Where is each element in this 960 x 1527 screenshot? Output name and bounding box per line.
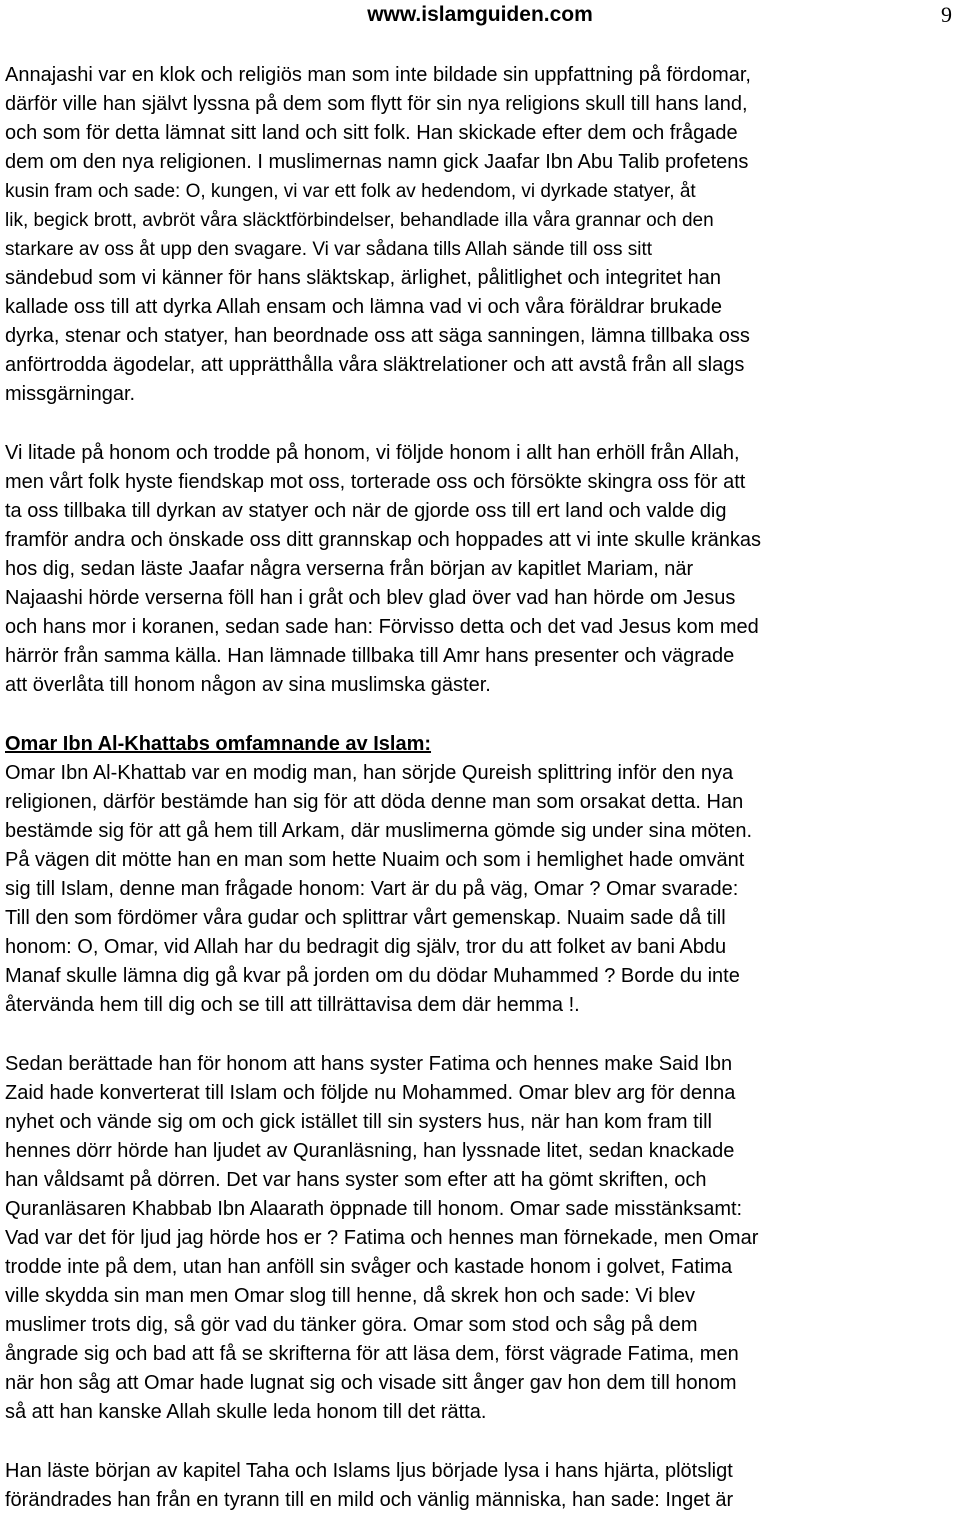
text-line: ta oss tillbaka till dyrkan av statyer och när de gjorde oss till ert land och valde dig (5, 500, 727, 522)
text-line: ville skydda sin man men Omar slog till henne, då skrek hon och sade: Vi blev (5, 1285, 695, 1307)
section-omar (5, 730, 960, 1020)
text-line: och som för detta lämnat sitt land och sitt folk. Han skickade efter dem och frågade (5, 122, 738, 144)
text-line: dyrka, stenar och statyer, han beordnade oss att säga sanningen, lämna tillbaka oss (5, 325, 750, 347)
text-line: lik, begick brott, avbröt våra släcktförbindelser, behandlade illa våra grannar och den (5, 210, 714, 231)
body-text (5, 61, 960, 1515)
text-line: han våldsamt på dörren. Det var hans syster som efter att ha gömt skriften, och (5, 1169, 707, 1191)
text-line: missgärningar. (5, 383, 136, 405)
text-line: Quranläsaren Khabbab Ibn Alaarath öppnade till honom. Omar sade misstänksamt: (5, 1198, 743, 1220)
text-line: dem om den nya religionen. I muslimernas namn gick Jaafar Ibn Abu Talib profetens (5, 151, 749, 173)
text-line: Zaid hade konverterat till Islam och följde nu Mohammed. Omar blev arg för denna (5, 1082, 736, 1104)
text-line: förändrades han från en tyrann till en mild och vänlig människa, han sade: Inget är (5, 1489, 734, 1511)
text-line: Till den som fördömer våra gudar och splittrar vårt gemenskap. Nuaim sade då till (5, 907, 726, 929)
text-line: Omar Ibn Al-Khattab var en modig man, han sörjde Qureish splittring inför den nya (5, 762, 734, 784)
text-line: Vad var det för ljud jag hörde hos er ? Fatima och hennes man förnekade, men Omar (5, 1227, 759, 1249)
text-line: ångrade sig och bad att få se skrifterna för att läsa dem, först vägrade Fatima, men (5, 1343, 739, 1365)
text-line: nyhet och vände sig om och gick istället till sin systers hus, när han kom fram till (5, 1111, 712, 1133)
text-line: framför andra och önskade oss ditt grannskap och hoppades att vi inte skulle kränkas (5, 529, 761, 551)
text-line: återvända hem till dig och se till att tillrättavisa dem där hemma !. (5, 994, 580, 1016)
text-line: kallade oss till att dyrka Allah ensam och lämna vad vi och våra föräldrar brukade (5, 296, 723, 318)
text-line: starkare av oss åt upp den svagare. Vi var sådana tills Allah sände till oss sitt (5, 239, 653, 260)
text-line: sig till Islam, denne man frågade honom: Vart är du på väg, Omar ? Omar svarade: (5, 878, 739, 900)
text-line: härrör från samma källa. Han lämnade tillbaka till Amr hans presenter och vägrade (5, 645, 735, 667)
text-line: och hans mor i koranen, sedan sade han: Förvisso detta och det vad Jesus kom med (5, 616, 759, 638)
text-line: sändebud som vi känner för hans släktskap, ärlighet, pålitlighet och integritet han (5, 267, 721, 289)
text-line: bestämde sig för att gå hem till Arkam, där muslimerna gömde sig under sina möten. (5, 820, 753, 842)
text-line: därför ville han självt lyssna på dem som flytt för sin nya religions skull till hans land, (5, 93, 748, 115)
section-heading: Omar Ibn Al-Khattabs omfamnande av Islam: (5, 733, 432, 755)
text-line: Annajashi var en klok och religiös man som inte bildade sin uppfattning på fördomar, (5, 64, 751, 86)
page-number: 9 (941, 2, 952, 27)
site-url-header: www.islamguiden.com (367, 3, 593, 26)
text-line: när hon såg att Omar hade lugnat sig och visade sitt ånger gav hon dem till honom (5, 1372, 737, 1394)
text-line: Vi litade på honom och trodde på honom, vi följde honom i allt han erhöll från Allah, (5, 442, 740, 464)
text-line: Najaashi hörde verserna föll han i gråt och blev glad över vad han hörde om Jesus (5, 587, 736, 609)
text-line: muslimer trots dig, så gör vad du tänker göra. Omar som stod och såg på dem (5, 1314, 698, 1336)
text-line: men vårt folk hyste fiendskap mot oss, torterade oss och försökte skingra oss för att (5, 471, 746, 493)
text-line: Sedan berättade han för honom att hans syster Fatima och hennes make Said Ibn (5, 1053, 733, 1075)
paragraph-fatima (5, 1050, 960, 1427)
text-line: kusin fram och sade: O, kungen, vi var ett folk av hedendom, vi dyrkade statyer, åt (5, 181, 696, 202)
paragraph-najaashi-reaction (5, 439, 960, 700)
paragraph-jaafar-speech (5, 61, 960, 409)
text-line: Han läste början av kapitel Taha och Islams ljus började lysa i hans hjärta, plötsligt (5, 1460, 733, 1482)
text-line: trodde inte på dem, utan han anföll sin svåger och kastade honom i golvet, Fatima (5, 1256, 733, 1278)
text-line: hos dig, sedan läste Jaafar några verserna från början av kapitlet Mariam, när (5, 558, 694, 580)
text-line: hennes dörr hörde han ljudet av Quranläsning, han lyssnade litet, sedan knackade (5, 1140, 735, 1162)
text-line: att överlåta till honom någon av sina muslimska gäster. (5, 674, 491, 696)
text-line: så att han kanske Allah skulle leda honom till det rätta. (5, 1401, 487, 1423)
text-line: På vägen dit mötte han en man som hette Nuaim och som i hemlighet hade omvänt (5, 849, 745, 871)
text-line: honom: O, Omar, vid Allah har du bedragit dig själv, tror du att folket av bani Abdu (5, 936, 727, 958)
text-line: anförtrodda ägodelar, att upprätthålla våra släktrelationer och att avstå från all slags (5, 354, 745, 376)
text-line: Manaf skulle lämna dig gå kvar på jorden om du dödar Muhammed ? Borde du inte (5, 965, 740, 987)
paragraph-taha (5, 1457, 960, 1515)
text-line: religionen, därför bestämde han sig för att döda denne man som orsakat detta. Han (5, 791, 744, 813)
